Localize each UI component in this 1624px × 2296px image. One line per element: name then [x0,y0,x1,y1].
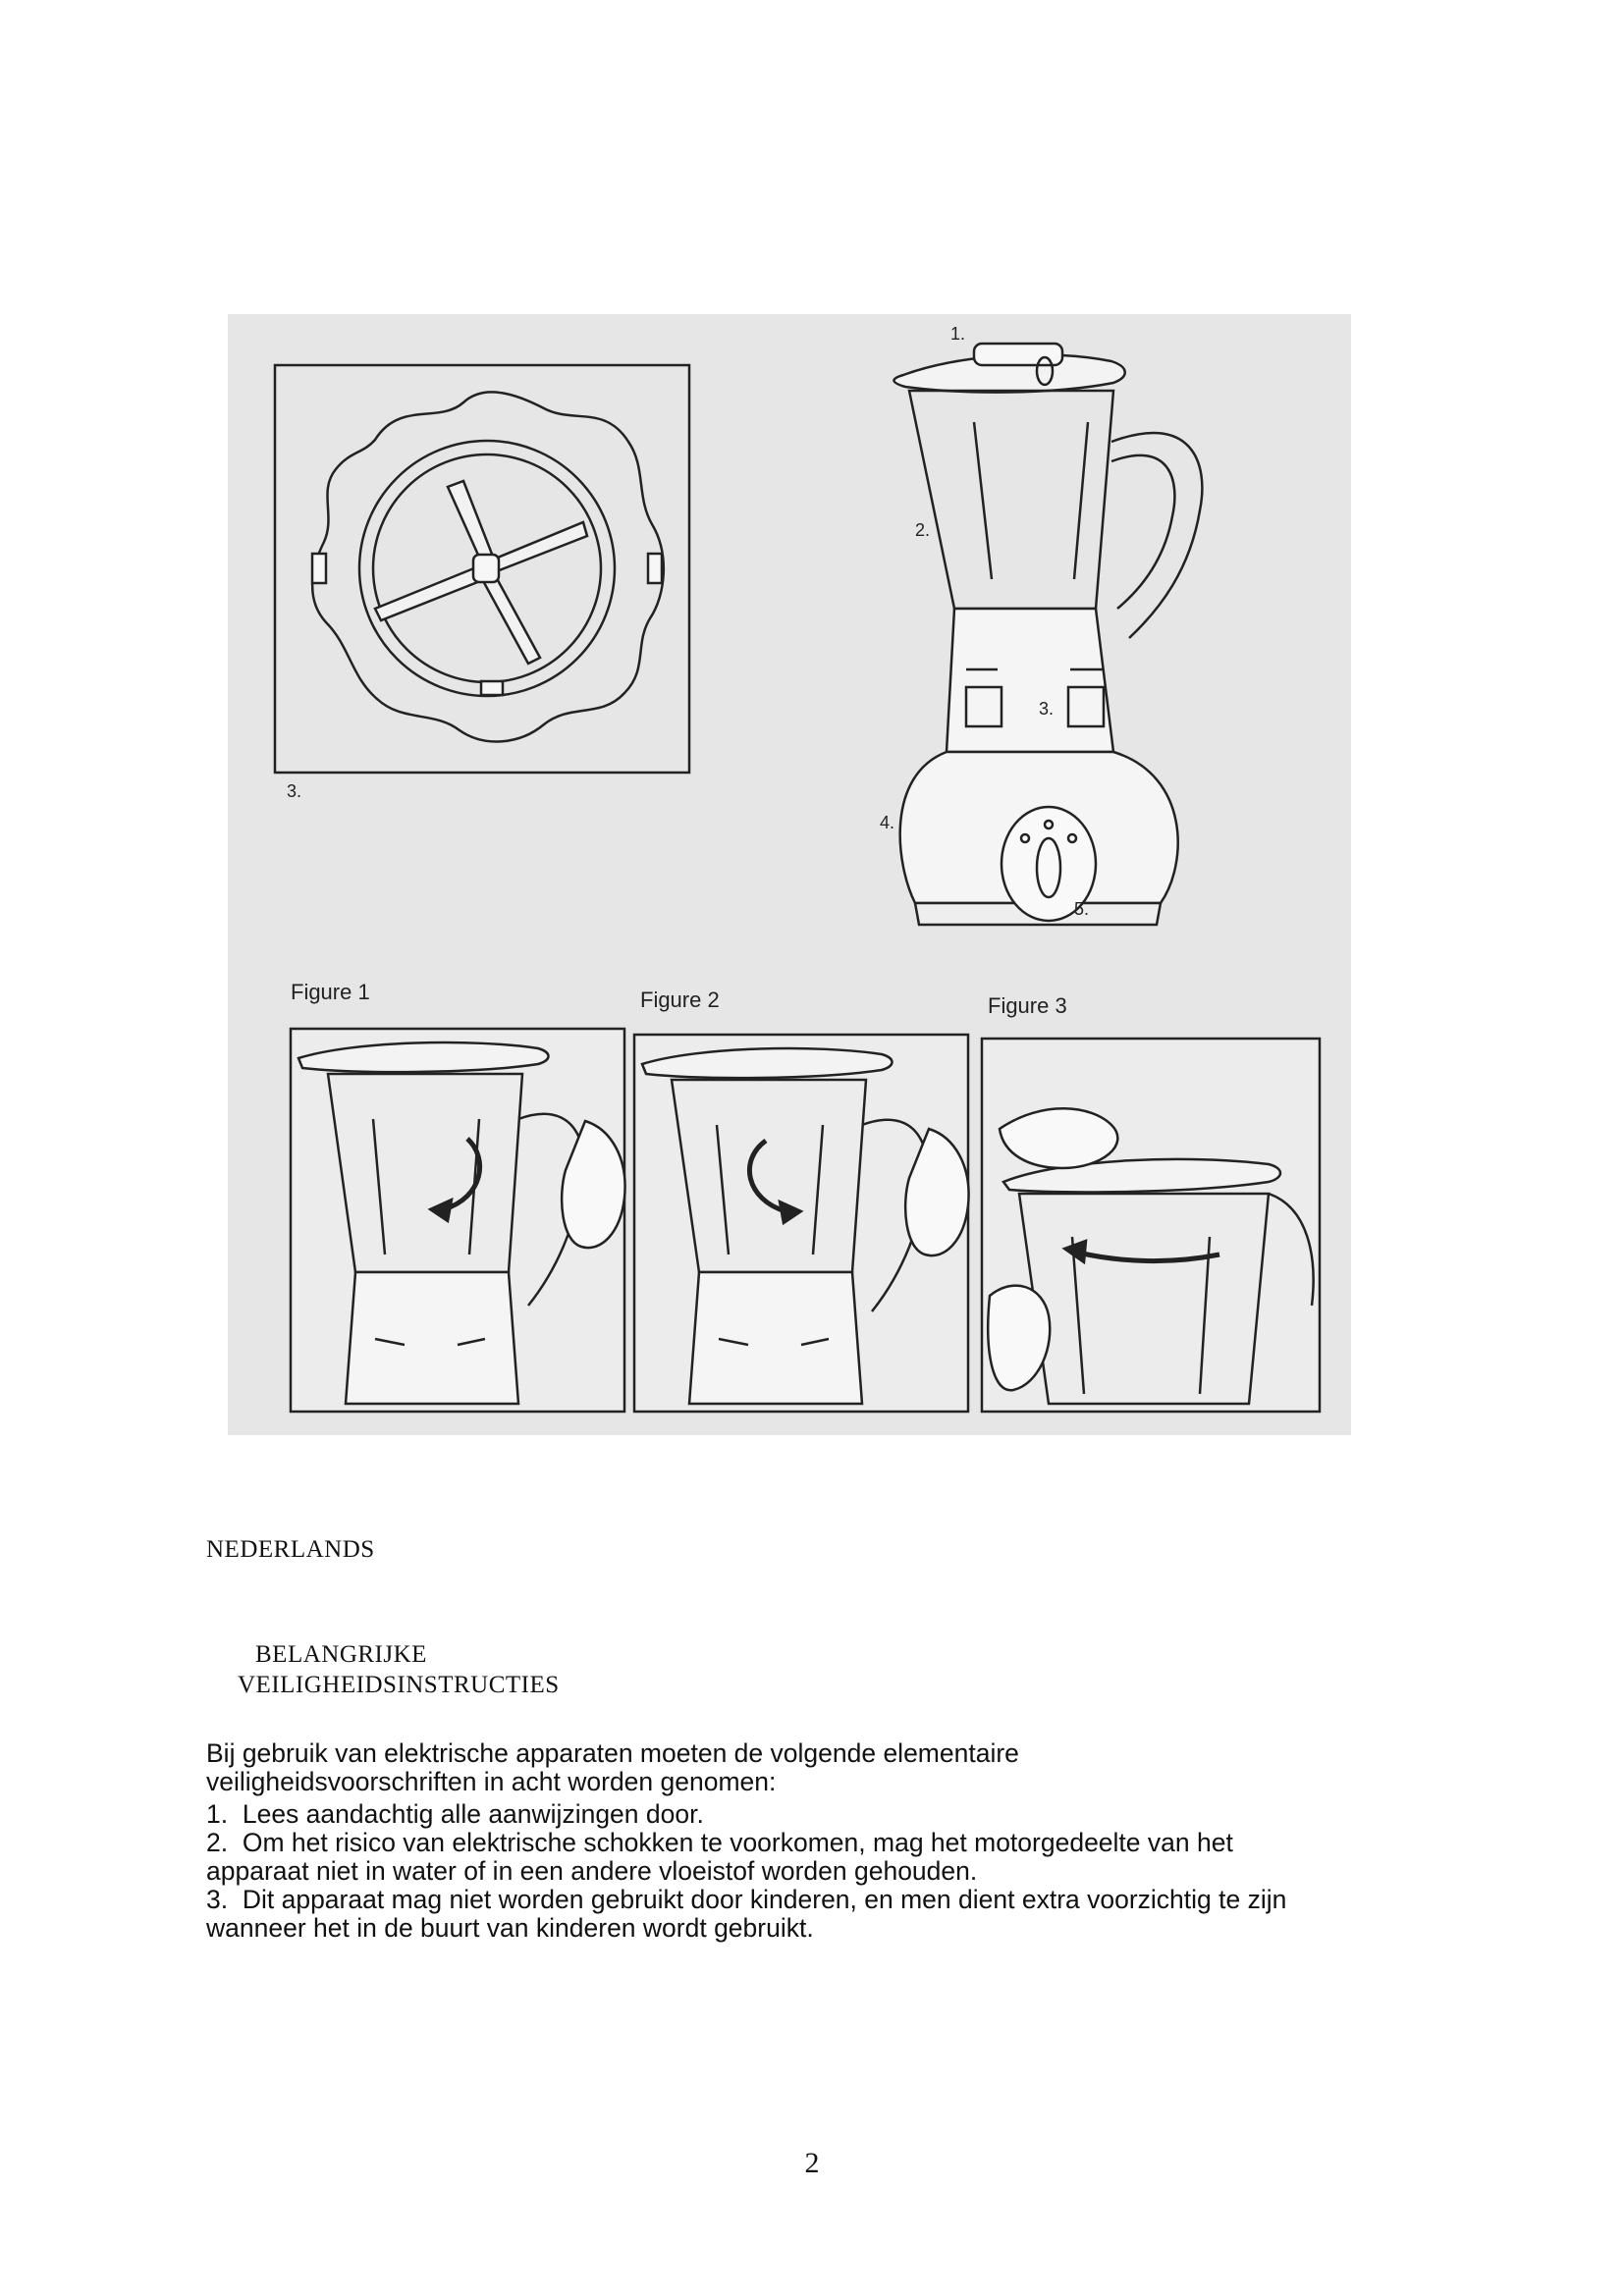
blade-arm-right [493,522,587,571]
blender-assembled-view [893,344,1202,925]
safety-heading-line-2: VEILIGHEIDSINSTRUCTIES [238,1672,560,1698]
instruction-text-continued: apparaat niet in water of in een andere vloeistof worden gehouden. [206,1856,978,1886]
instruction-number: 1. [206,1799,229,1829]
blade-view-callout: 3. [287,781,302,801]
intro-line-1: Bij gebruik van elektrische apparaten moeten de volgende elementaire [206,1738,1019,1768]
callout-4: 4. [880,813,895,832]
figure-2-collar [689,1272,862,1404]
callout-2: 2. [915,520,931,540]
figure-2-panel [634,1035,969,1412]
instruction-text: Om het risico van elektrische schokken te voorkomen, mag het motorgedeelte van het [242,1828,1233,1857]
blender-diagram [228,314,1351,1435]
instruction-item [206,1800,1483,1829]
figure-1-collar [346,1272,518,1404]
callout-5: 5. [1074,899,1090,919]
instruction-number: 3. [206,1885,229,1914]
blade-arm-left [375,565,485,620]
blender-collar [947,609,1113,752]
blender-lid-cap [974,344,1062,365]
figure-1-panel [291,1029,625,1412]
blade-hub [473,555,499,582]
instruction-list [206,1800,1483,1943]
instruction-item [206,1886,1483,1943]
blade-assembly-view [275,365,689,773]
instruction-text: Lees aandachtig alle aanwijzingen door. [242,1799,704,1829]
blender-jar-rib-left [974,422,992,579]
blender-jar-rib-right [1074,422,1088,579]
language-heading: NEDERLANDS [206,1536,375,1563]
callout-1: 1. [950,324,966,344]
figure-3-panel [982,1039,1320,1412]
instruction-number: 2. [206,1828,229,1857]
instruction-text-continued: wanneer het in de buurt van kinderen wordt gebruikt. [206,1913,814,1943]
instruction-item [206,1829,1483,1886]
figure-3-caption: Figure 3 [988,993,1067,1018]
blender-jar [909,391,1113,609]
blade-arm-top [448,481,495,561]
page-number: 2 [804,2147,820,2179]
blade-arm-bottom [481,571,540,664]
safety-heading [238,1639,560,1700]
blade-base-tab-left [312,554,326,583]
blade-base-tab-right [648,554,662,583]
callout-3: 3. [1039,699,1055,719]
blade-base-tab-bottom [481,681,503,695]
blender-handle-outer [1111,433,1202,638]
blender-illustration [228,314,1351,1435]
intro-line-2: veiligheidsvoorschriften in acht worden genomen: [206,1767,777,1796]
instruction-text: Dit apparaat mag niet worden gebruikt door kinderen, en men dient extra voorzichtig te zijn [242,1885,1287,1914]
blender-handle-inner [1111,455,1174,609]
safety-instructions [206,1739,1483,1943]
figure-1-caption: Figure 1 [291,980,370,1004]
safety-heading-line-1: BELANGRIJKE [255,1641,427,1668]
figure-2-caption: Figure 2 [640,988,720,1012]
